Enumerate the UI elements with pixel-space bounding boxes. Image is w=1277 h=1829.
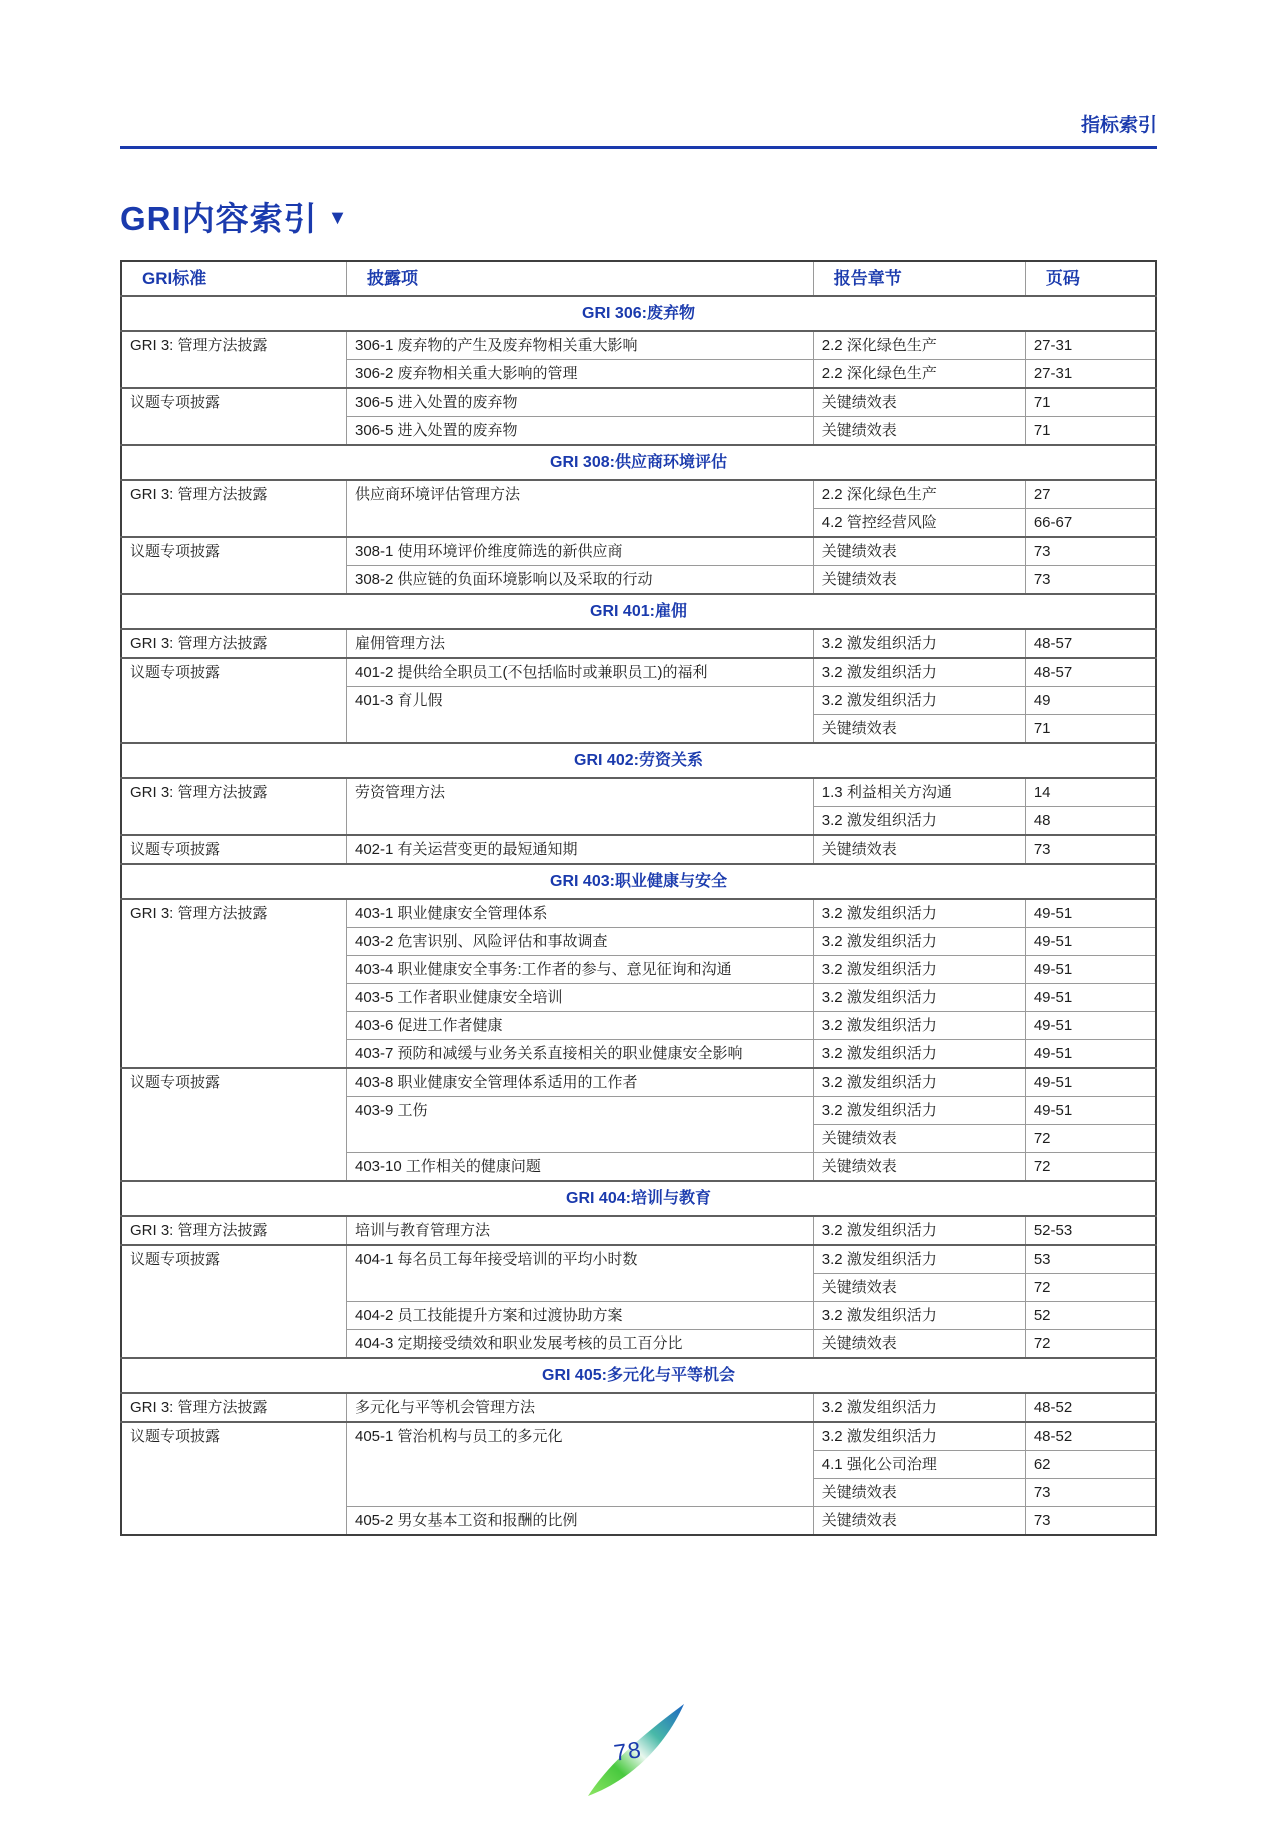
disclosure-cell: 多元化与平等机会管理方法 [346, 1393, 813, 1422]
disclosure-cell: 培训与教育管理方法 [346, 1216, 813, 1245]
chapter-cell: 4.2 管控经营风险 [813, 509, 1025, 538]
section-header: GRI 402:劳资关系 [121, 743, 1156, 778]
page-cell: 14 [1025, 778, 1156, 807]
page-title: GRI内容索引 [120, 200, 318, 237]
chapter-cell: 关键绩效表 [813, 835, 1025, 864]
chapter-cell: 3.2 激发组织活力 [813, 1302, 1025, 1330]
gri-standard-cell: 议题专项披露 [121, 658, 346, 743]
chapter-cell: 关键绩效表 [813, 388, 1025, 417]
section-header: GRI 308:供应商环境评估 [121, 445, 1156, 480]
gri-table [120, 260, 1157, 1536]
table-row [121, 629, 1156, 658]
column-header: 页码 [1025, 261, 1156, 296]
page-cell: 72 [1025, 1330, 1156, 1359]
page-cell: 49-51 [1025, 1040, 1156, 1069]
chapter-cell: 3.2 激发组织活力 [813, 807, 1025, 836]
disclosure-cell: 劳资管理方法 [346, 778, 813, 835]
page-cell: 71 [1025, 417, 1156, 446]
page-cell: 73 [1025, 835, 1156, 864]
chapter-cell: 关键绩效表 [813, 1479, 1025, 1507]
disclosure-cell: 雇佣管理方法 [346, 629, 813, 658]
section-header: GRI 403:职业健康与安全 [121, 864, 1156, 899]
page-cell: 49 [1025, 687, 1156, 715]
page-cell: 72 [1025, 1274, 1156, 1302]
page-cell: 72 [1025, 1153, 1156, 1182]
chapter-cell: 3.2 激发组织活力 [813, 1216, 1025, 1245]
disclosure-cell: 403-1 职业健康安全管理体系 [346, 899, 813, 928]
page-cell: 48-57 [1025, 658, 1156, 687]
chapter-cell: 3.2 激发组织活力 [813, 1097, 1025, 1125]
table-header-row [121, 261, 1156, 296]
title-row [120, 193, 1157, 240]
chapter-cell: 3.2 激发组织活力 [813, 1068, 1025, 1097]
chapter-cell: 4.1 强化公司治理 [813, 1451, 1025, 1479]
page-cell: 49-51 [1025, 899, 1156, 928]
disclosure-cell: 405-1 管治机构与员工的多元化 [346, 1422, 813, 1507]
page-footer [584, 1700, 694, 1810]
chapter-cell: 关键绩效表 [813, 1507, 1025, 1536]
running-head: 指标索引 [1080, 115, 1157, 136]
gri-standard-cell: GRI 3: 管理方法披露 [121, 331, 346, 388]
page-cell: 66-67 [1025, 509, 1156, 538]
chapter-cell: 3.2 激发组织活力 [813, 1245, 1025, 1274]
page-cell: 52-53 [1025, 1216, 1156, 1245]
column-header: GRI标准 [121, 261, 346, 296]
chapter-cell: 3.2 激发组织活力 [813, 1040, 1025, 1069]
gri-standard-cell: 议题专项披露 [121, 835, 346, 864]
gri-standard-cell: GRI 3: 管理方法披露 [121, 778, 346, 835]
page-cell: 73 [1025, 566, 1156, 595]
chapter-cell: 3.2 激发组织活力 [813, 899, 1025, 928]
chapter-cell: 关键绩效表 [813, 1125, 1025, 1153]
header-divider [120, 146, 1157, 149]
chapter-cell: 3.2 激发组织活力 [813, 658, 1025, 687]
disclosure-cell: 403-8 职业健康安全管理体系适用的工作者 [346, 1068, 813, 1097]
disclosure-cell: 306-1 废弃物的产生及废弃物相关重大影响 [346, 331, 813, 360]
table-row [121, 1422, 1156, 1451]
disclosure-cell: 405-2 男女基本工资和报酬的比例 [346, 1507, 813, 1536]
page-cell: 49-51 [1025, 1068, 1156, 1097]
section-header: GRI 401:雇佣 [121, 594, 1156, 629]
chapter-cell: 1.3 利益相关方沟通 [813, 778, 1025, 807]
disclosure-cell: 403-10 工作相关的健康问题 [346, 1153, 813, 1182]
disclosure-cell: 404-3 定期接受绩效和职业发展考核的员工百分比 [346, 1330, 813, 1359]
table-row [121, 899, 1156, 928]
page-cell: 48-57 [1025, 629, 1156, 658]
gri-standard-cell: 议题专项披露 [121, 1422, 346, 1535]
table-row [121, 388, 1156, 417]
page-cell: 62 [1025, 1451, 1156, 1479]
page-cell: 73 [1025, 1479, 1156, 1507]
disclosure-cell: 403-2 危害识别、风险评估和事故调查 [346, 928, 813, 956]
chapter-cell: 2.2 深化绿色生产 [813, 331, 1025, 360]
chapter-cell: 关键绩效表 [813, 537, 1025, 566]
gri-standard-cell: GRI 3: 管理方法披露 [121, 629, 346, 658]
chapter-cell: 关键绩效表 [813, 715, 1025, 744]
chapter-cell: 3.2 激发组织活力 [813, 1393, 1025, 1422]
page-cell: 49-51 [1025, 928, 1156, 956]
disclosure-cell: 306-5 进入处置的废弃物 [346, 417, 813, 446]
table-row [121, 658, 1156, 687]
disclosure-cell: 401-2 提供给全职员工(不包括临时或兼职员工)的福利 [346, 658, 813, 687]
disclosure-cell: 403-4 职业健康安全事务:工作者的参与、意见征询和沟通 [346, 956, 813, 984]
triangle-down-icon: ▼ [327, 207, 348, 229]
report-page [0, 110, 1277, 1536]
disclosure-cell: 308-2 供应链的负面环境影响以及采取的行动 [346, 566, 813, 595]
chapter-cell: 关键绩效表 [813, 417, 1025, 446]
disclosure-cell: 403-5 工作者职业健康安全培训 [346, 984, 813, 1012]
column-header: 报告章节 [813, 261, 1025, 296]
page-cell: 49-51 [1025, 956, 1156, 984]
chapter-cell: 关键绩效表 [813, 1330, 1025, 1359]
chapter-cell: 关键绩效表 [813, 566, 1025, 595]
gri-standard-cell: 议题专项披露 [121, 1068, 346, 1181]
page-cell: 27-31 [1025, 360, 1156, 389]
table-row [121, 537, 1156, 566]
table-row [121, 480, 1156, 509]
chapter-cell: 3.2 激发组织活力 [813, 1422, 1025, 1451]
gri-standard-cell: GRI 3: 管理方法披露 [121, 899, 346, 1068]
disclosure-cell: 403-9 工伤 [346, 1097, 813, 1153]
section-header: GRI 404:培训与教育 [121, 1181, 1156, 1216]
chapter-cell: 关键绩效表 [813, 1274, 1025, 1302]
chapter-cell: 3.2 激发组织活力 [813, 984, 1025, 1012]
page-cell: 49-51 [1025, 1097, 1156, 1125]
table-row [121, 1216, 1156, 1245]
gri-standard-cell: 议题专项披露 [121, 1245, 346, 1358]
page-cell: 52 [1025, 1302, 1156, 1330]
table-row [121, 835, 1156, 864]
page-cell: 71 [1025, 715, 1156, 744]
section-row [121, 296, 1156, 331]
page-cell: 71 [1025, 388, 1156, 417]
disclosure-cell: 308-1 使用环境评价维度筛选的新供应商 [346, 537, 813, 566]
gri-standard-cell: 议题专项披露 [121, 388, 346, 445]
chapter-cell: 关键绩效表 [813, 1153, 1025, 1182]
page-cell: 73 [1025, 1507, 1156, 1536]
disclosure-cell: 404-1 每名员工每年接受培训的平均小时数 [346, 1245, 813, 1302]
gri-standard-cell: GRI 3: 管理方法披露 [121, 1393, 346, 1422]
disclosure-cell: 404-2 员工技能提升方案和过渡协助方案 [346, 1302, 813, 1330]
page-cell: 48 [1025, 807, 1156, 836]
chapter-cell: 3.2 激发组织活力 [813, 928, 1025, 956]
page-cell: 27 [1025, 480, 1156, 509]
page-cell: 48-52 [1025, 1393, 1156, 1422]
chapter-cell: 3.2 激发组织活力 [813, 687, 1025, 715]
table-row [121, 778, 1156, 807]
section-row [121, 743, 1156, 778]
page-cell: 49-51 [1025, 984, 1156, 1012]
page-cell: 73 [1025, 537, 1156, 566]
disclosure-cell: 402-1 有关运营变更的最短通知期 [346, 835, 813, 864]
section-row [121, 445, 1156, 480]
page-number: 78 [611, 1736, 643, 1766]
table-row [121, 1245, 1156, 1274]
disclosure-cell: 306-5 进入处置的废弃物 [346, 388, 813, 417]
chapter-cell: 2.2 深化绿色生产 [813, 480, 1025, 509]
section-row [121, 1358, 1156, 1393]
chapter-cell: 3.2 激发组织活力 [813, 629, 1025, 658]
page-cell: 72 [1025, 1125, 1156, 1153]
table-row [121, 1068, 1156, 1097]
chapter-cell: 3.2 激发组织活力 [813, 956, 1025, 984]
chapter-cell: 3.2 激发组织活力 [813, 1012, 1025, 1040]
page-cell: 27-31 [1025, 331, 1156, 360]
column-header: 披露项 [346, 261, 813, 296]
table-row [121, 1393, 1156, 1422]
gri-standard-cell: GRI 3: 管理方法披露 [121, 1216, 346, 1245]
section-row [121, 594, 1156, 629]
gri-standard-cell: 议题专项披露 [121, 537, 346, 594]
disclosure-cell: 401-3 育儿假 [346, 687, 813, 744]
page-cell: 49-51 [1025, 1012, 1156, 1040]
table-row [121, 331, 1156, 360]
chapter-cell: 2.2 深化绿色生产 [813, 360, 1025, 389]
section-header: GRI 306:废弃物 [121, 296, 1156, 331]
page-cell: 48-52 [1025, 1422, 1156, 1451]
disclosure-cell: 403-7 预防和减缓与业务关系直接相关的职业健康安全影响 [346, 1040, 813, 1069]
section-row [121, 864, 1156, 899]
disclosure-cell: 306-2 废弃物相关重大影响的管理 [346, 360, 813, 389]
section-header: GRI 405:多元化与平等机会 [121, 1358, 1156, 1393]
gri-standard-cell: GRI 3: 管理方法披露 [121, 480, 346, 537]
disclosure-cell: 403-6 促进工作者健康 [346, 1012, 813, 1040]
section-row [121, 1181, 1156, 1216]
disclosure-cell: 供应商环境评估管理方法 [346, 480, 813, 537]
page-cell: 53 [1025, 1245, 1156, 1274]
